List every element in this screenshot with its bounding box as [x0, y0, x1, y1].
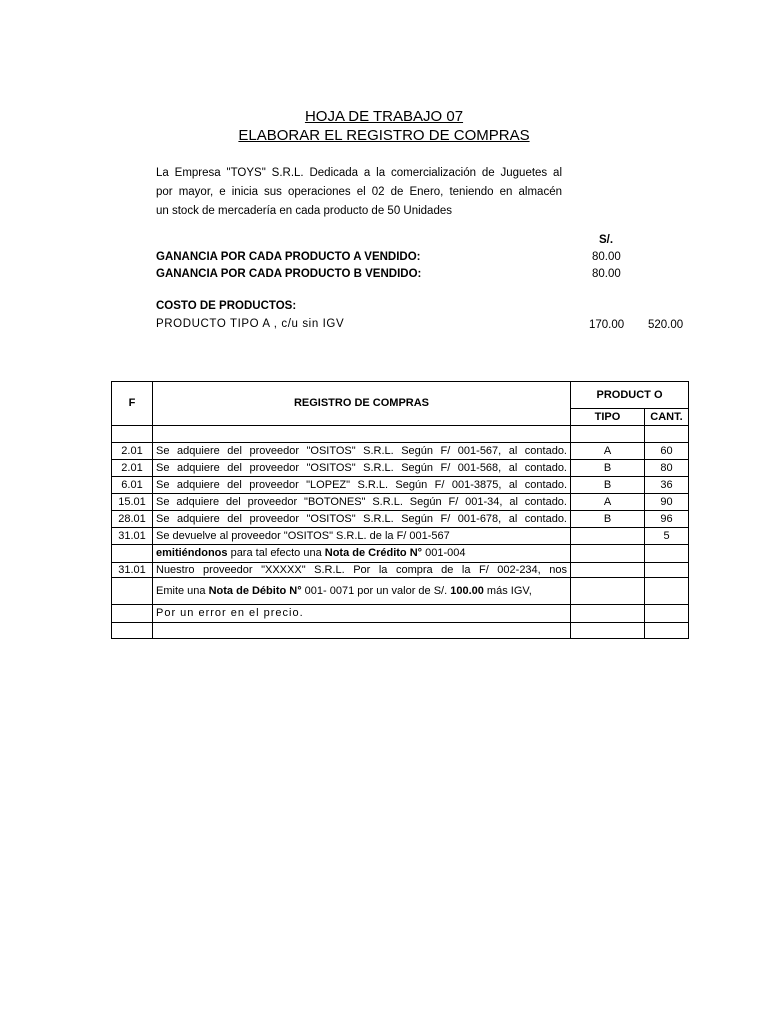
row-description: Se adquiere del proveedor "OSITOS" S.R.L. Según F/ 001-567, al contado.	[153, 443, 571, 460]
row-tipo	[571, 528, 645, 545]
row-cant: 5	[645, 528, 689, 545]
intro-paragraph	[156, 164, 562, 221]
row-description: Se adquiere del proveedor "LOPEZ" S.R.L. Según F/ 001-3875, al contado.	[153, 477, 571, 494]
error-description: Por un error en el precio.	[153, 605, 571, 623]
gain-value-b: 80.00	[592, 268, 621, 280]
gain-label-a: GANANCIA POR CADA PRODUCTO A VENDIDO:	[156, 251, 421, 263]
row-date: 15.01	[112, 494, 153, 511]
intro-line: La Empresa "TOYS" S.R.L. Dedicada a la comercialización de Juguetes al	[156, 167, 562, 179]
cost-value-a-total: 520.00	[648, 319, 684, 331]
col-header-producto: PRODUCT O	[571, 382, 689, 409]
row-description: Nuestro proveedor "XXXXX" S.R.L. Por la compra de la F/ 002-234, nos	[153, 563, 571, 578]
row-tipo: A	[571, 443, 645, 460]
row-cant: 80	[645, 460, 689, 477]
row-description: Se devuelve al proveedor "OSITOS" S.R.L. de la F/ 001-567	[153, 528, 571, 545]
intro-line: un stock de mercadería en cada producto de 50 Unidades	[156, 205, 452, 217]
row-date: 2.01	[112, 443, 153, 460]
row-tipo: B	[571, 460, 645, 477]
row-cant: 96	[645, 511, 689, 528]
cost-label-a: PRODUCTO TIPO A , c/u sin IGV	[156, 318, 345, 330]
costs-heading: COSTO DE PRODUCTOS:	[156, 300, 297, 312]
row-date: 28.01	[112, 511, 153, 528]
intro-line: por mayor, e inicia sus operaciones el 02 de Enero, teniendo en almacén	[156, 186, 562, 198]
table-row	[112, 578, 689, 605]
col-header-f: F	[112, 382, 153, 426]
table-row	[112, 623, 689, 639]
gain-label-b: GANANCIA POR CADA PRODUCTO B VENDIDO:	[156, 268, 422, 280]
row-tipo: B	[571, 511, 645, 528]
row-cant: 90	[645, 494, 689, 511]
table-row	[112, 426, 689, 443]
gain-value-a: 80.00	[592, 251, 621, 263]
row-tipo: A	[571, 494, 645, 511]
table-row	[112, 443, 689, 460]
table-row	[112, 477, 689, 494]
row-cant: 36	[645, 477, 689, 494]
purchases-register-table	[111, 381, 689, 639]
table-row	[112, 528, 689, 545]
table-row	[112, 511, 689, 528]
col-header-cant: CANT.	[645, 409, 689, 426]
table-row	[112, 494, 689, 511]
row-date: 2.01	[112, 460, 153, 477]
row-tipo: B	[571, 477, 645, 494]
cost-value-a: 170.00	[589, 319, 625, 331]
row-description: Se adquiere del proveedor "OSITOS" S.R.L. Según F/ 001-678, al contado.	[153, 511, 571, 528]
debit-note-description: Emite una Nota de Débito N° 001- 0071 por un valor de S/. 100.00 más IGV,	[153, 578, 571, 605]
table-row	[112, 605, 689, 623]
row-description: Se adquiere del proveedor "OSITOS" S.R.L. Según F/ 001-568, al contado.	[153, 460, 571, 477]
row-description: Se adquiere del proveedor "BOTONES" S.R.L. Según F/ 001-34, al contado.	[153, 494, 571, 511]
row-cant: 60	[645, 443, 689, 460]
page-subtitle: ELABORAR EL REGISTRO DE COMPRAS	[238, 127, 530, 144]
table-row	[112, 563, 689, 578]
col-header-tipo: TIPO	[571, 409, 645, 426]
credit-note-description: emitiéndonos para tal efecto una Nota de Crédito N° 001-004	[153, 545, 571, 563]
row-date: 31.01	[112, 528, 153, 545]
table-row	[112, 545, 689, 563]
table-row	[112, 460, 689, 477]
row-date: 6.01	[112, 477, 153, 494]
row-date: 31.01	[112, 563, 153, 578]
currency-header: S/.	[599, 234, 614, 246]
page-title: HOJA DE TRABAJO 07	[304, 108, 464, 125]
col-header-registro: REGISTRO DE COMPRAS	[153, 382, 571, 426]
